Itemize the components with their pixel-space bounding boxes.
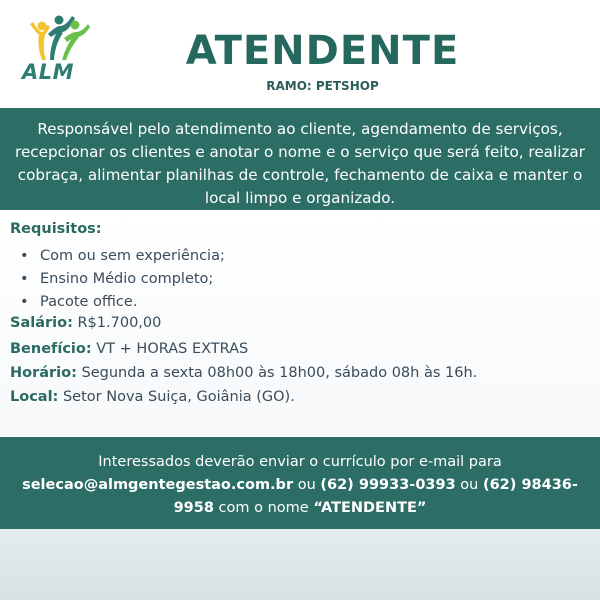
schedule-label: Horário: — [10, 365, 77, 381]
contact-phone-2[interactable]: (62) 98436-9958 — [173, 477, 578, 516]
benefit-label: Benefício: — [10, 341, 92, 357]
bullet-icon: • — [20, 271, 29, 287]
requirements-list — [20, 245, 225, 314]
benefit-line — [10, 341, 248, 357]
job-description: Responsável pelo atendimento ao cliente, agendamento de serviços, recepcionar os clientes e anotar o nome e o serviço que será feito, realizar cobraça, alimentar planilhas de controle, fechamento de caixa e manter o local limpo e organizado. — [0, 108, 600, 210]
requirement-text: Com ou sem experiência; — [40, 248, 225, 264]
salary-line — [10, 315, 161, 331]
location-line — [10, 389, 295, 405]
bullet-icon: • — [20, 248, 29, 264]
page-title: ATENDENTE — [185, 28, 460, 74]
contact-email[interactable]: selecao@almgentegestao.com.br — [22, 477, 294, 493]
requirement-text: Pacote office. — [40, 294, 138, 310]
location-value: Setor Nova Suiça, Goiânia (GO). — [62, 389, 295, 405]
or-text: ou — [455, 477, 483, 493]
footer-band — [0, 529, 600, 600]
contact-phone-1[interactable]: (62) 99933-0393 — [320, 477, 456, 493]
name-prefix: com o nome — [213, 500, 314, 516]
salary-value: R$1.700,00 — [77, 315, 162, 331]
contact-details — [10, 474, 590, 520]
contact-intro: Interessados deverão enviar o currículo por e-mail para — [98, 454, 502, 470]
schedule-line — [10, 365, 477, 381]
bullet-icon: • — [20, 294, 29, 310]
salary-label: Salário: — [10, 315, 73, 331]
benefit-value: VT + HORAS EXTRAS — [96, 341, 249, 357]
location-label: Local: — [10, 389, 59, 405]
contact-section — [0, 437, 600, 529]
header — [0, 0, 600, 107]
list-item — [20, 245, 225, 268]
list-item — [20, 268, 225, 291]
schedule-value: Segunda a sexta 08h00 às 18h00, sábado 08h às 16h. — [81, 365, 478, 381]
requirement-text: Ensino Médio completo; — [40, 271, 214, 287]
page-subtitle: RAMO: PETSHOP — [266, 79, 379, 93]
or-text: ou — [293, 477, 321, 493]
subject-name: “ATENDENTE” — [313, 500, 427, 516]
requirements-title: Requisitos: — [10, 221, 102, 237]
logo-text: ALM — [22, 60, 75, 84]
list-item — [20, 291, 225, 314]
